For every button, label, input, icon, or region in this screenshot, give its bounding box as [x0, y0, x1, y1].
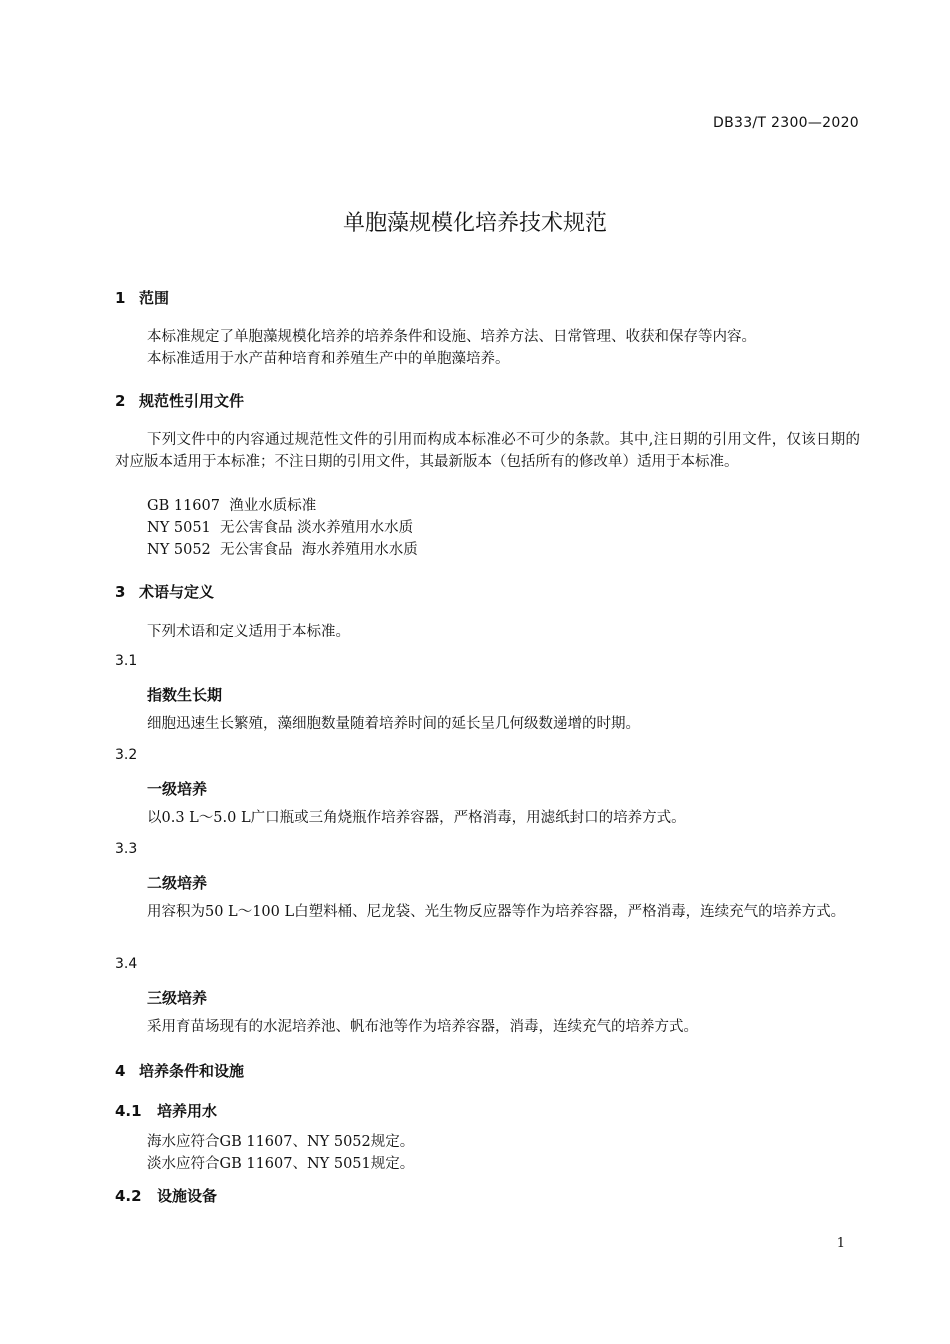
clause-number: 3.1 [115, 653, 138, 669]
term-name: 二级培养 [147, 874, 208, 892]
term-definition: 用容积为50 L～100 L白塑料桶、尼龙袋、光生物反应器等作为培养容器，严格消毒，连续充气的培养方式。 [147, 904, 846, 920]
page-number: 1 [836, 1236, 845, 1251]
section-number: 3 [115, 583, 126, 601]
clause-number: 3.2 [115, 747, 138, 763]
section-number: 1 [115, 289, 126, 307]
reference-item: NY 5051 无公害食品 淡水养殖用水水质 [147, 520, 414, 536]
section-title: 培养条件和设施 [139, 1062, 245, 1080]
document-title: 单胞藻规模化培养技术规范 [342, 211, 607, 236]
subsection-title: 培养用水 [157, 1102, 218, 1120]
section-number: 4 [115, 1062, 126, 1080]
paragraph: 下列文件中的内容通过规范性文件的引用而构成本标准必不可少的条款。其中,注日期的引用文件，仅该日期的对应版本适用于本标准；不注日期的引用文件，其最新版本（包括所有的修改单）适用于本标准。 [115, 432, 860, 470]
clause-number: 3.4 [115, 956, 138, 972]
term-name: 指数生长期 [147, 686, 223, 704]
subsection-heading-water [115, 1100, 217, 1121]
section-heading-terms [115, 581, 214, 602]
section-title: 范围 [139, 289, 170, 307]
subsection-number: 4.2 [115, 1187, 142, 1205]
paragraph: 本标准规定了单胞藻规模化培养的培养条件和设施、培养方法、日常管理、收获和保存等内容。 [147, 329, 756, 345]
term-name: 一级培养 [147, 780, 208, 798]
section-title: 术语与定义 [139, 583, 215, 601]
subsection-number: 4.1 [115, 1102, 142, 1120]
clause-number: 3.3 [115, 841, 138, 857]
subsection-heading-facilities [115, 1185, 217, 1206]
section-title: 规范性引用文件 [139, 392, 245, 410]
term-definition: 细胞迅速生长繁殖，藻细胞数量随着培养时间的延长呈几何级数递增的时期。 [147, 716, 640, 732]
paragraph: 下列术语和定义适用于本标准。 [147, 624, 350, 640]
section-heading-scope [115, 287, 169, 308]
section-heading-conditions [115, 1060, 244, 1081]
paragraph: 海水应符合GB 11607、NY 5052规定。 [147, 1134, 415, 1150]
reference-item: GB 11607 渔业水质标准 [147, 498, 317, 514]
section-heading-normative-references [115, 390, 244, 411]
term-name: 三级培养 [147, 989, 208, 1007]
section-number: 2 [115, 392, 126, 410]
reference-item: NY 5052 无公害食品 海水养殖用水水质 [147, 542, 418, 558]
subsection-title: 设施设备 [157, 1187, 218, 1205]
term-definition: 以0.3 L～5.0 L广口瓶或三角烧瓶作培养容器，严格消毒，用滤纸封口的培养方式。 [147, 810, 686, 826]
term-definition: 采用育苗场现有的水泥培养池、帆布池等作为培养容器，消毒，连续充气的培养方式。 [147, 1019, 698, 1035]
standard-code: DB33/T 2300—2020 [713, 115, 859, 131]
paragraph: 淡水应符合GB 11607、NY 5051规定。 [147, 1156, 415, 1172]
paragraph: 本标准适用于水产苗种培育和养殖生产中的单胞藻培养。 [147, 351, 510, 367]
